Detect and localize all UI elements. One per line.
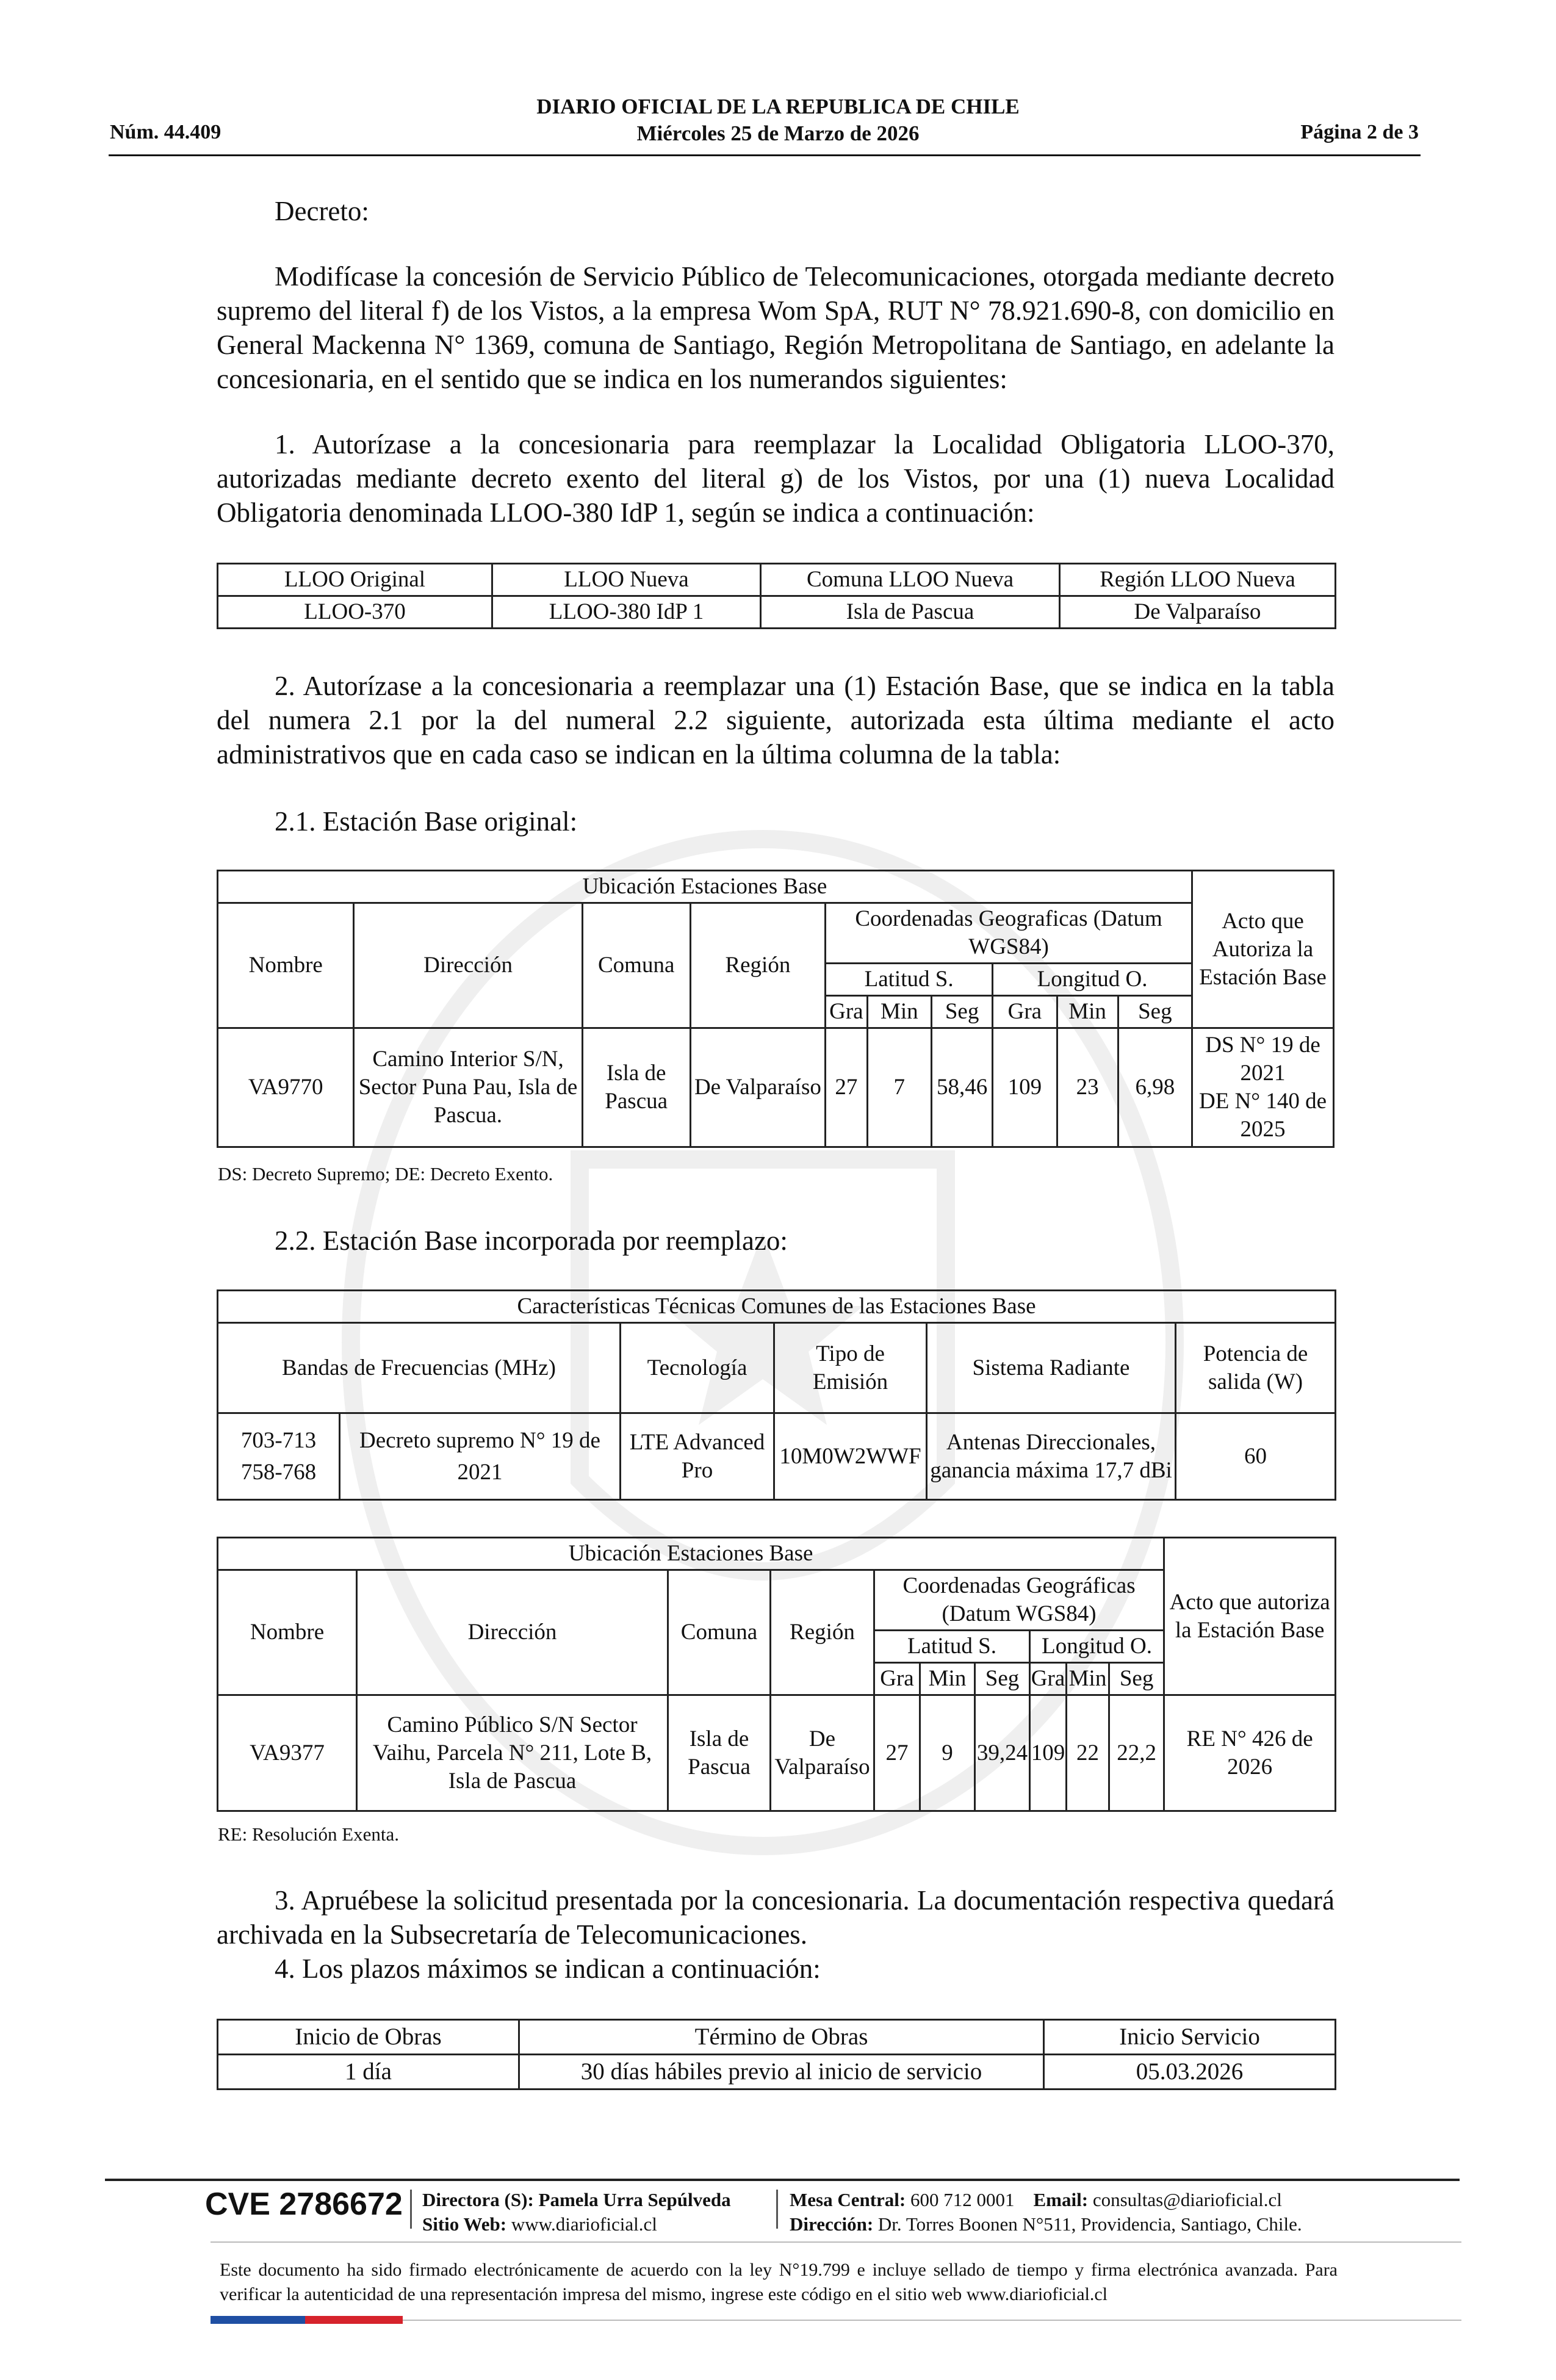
- bandas-cell: [218, 1413, 340, 1500]
- item-3-paragraph: 3. Apruébese la solicitud presentada por la concesionaria. La documentación respectiva quedará archivada en la Subsecretaría de Telecomunicaciones.: [217, 1885, 1334, 1950]
- table-cell: De Valparaíso: [1060, 596, 1336, 629]
- footer-thin-divider: [211, 2241, 1461, 2243]
- band-line: 703-713: [240, 1427, 317, 1453]
- band-line: 758-768: [240, 1459, 317, 1485]
- table-row: [218, 596, 1336, 629]
- table-row: [218, 1323, 1336, 1413]
- footer-contact-right: [790, 2188, 1302, 2237]
- footer-disclaimer: Este documento ha sido firmado electrónicamente de acuerdo con la ley N°19.799 e incluye sellado de tiempo y firma electrónica avanzada. Para verificar la autenticidad de una representación impresa del mismo, ingrese este código en el sitio web www.diarioficial.cl: [220, 2260, 1338, 2304]
- tecnologia-header: Tecnología: [621, 1323, 774, 1413]
- direccion-header: Dirección: [354, 903, 582, 1028]
- longitude-header: Longitud O.: [993, 964, 1192, 996]
- table-row: [218, 2055, 1336, 2090]
- lat-min: 9: [920, 1695, 975, 1811]
- lon-min: 22: [1067, 1695, 1109, 1811]
- table-header: Región LLOO Nueva: [1060, 564, 1336, 596]
- table-row: [218, 1028, 1334, 1147]
- table-row: [218, 1413, 1336, 1500]
- lat-min: 7: [867, 1028, 931, 1147]
- comuna-header: Comuna: [582, 903, 690, 1028]
- acto-line: DS N° 19 de 2021: [1205, 1033, 1320, 1086]
- table-row: [218, 1291, 1336, 1323]
- mesa-phone: 600 712 0001: [910, 2189, 1015, 2210]
- technical-characteristics-table: [217, 1289, 1336, 1501]
- item-2-paragraph: 2. Autorízase a la concesionaria a reemplazar una (1) Estación Base, que se indica en la tabla del numera 2.1 por la del numeral 2.2 siguiente, autorizada esta última mediante el acto administrativos que en cada caso se indican en la última columna de la tabla:: [217, 671, 1334, 770]
- table-row: [218, 1695, 1336, 1811]
- table-note: DS: Decreto Supremo; DE: Decreto Exento.: [218, 1163, 553, 1185]
- table-row: [218, 2020, 1336, 2055]
- decree-label: Decreto:: [275, 196, 369, 226]
- station-name: VA9377: [218, 1695, 357, 1811]
- comuna-header: Comuna: [668, 1570, 771, 1695]
- publication-title: DIARIO OFICIAL DE LA REPUBLICA DE CHILE: [536, 95, 1020, 118]
- nombre-header: Nombre: [218, 1570, 357, 1695]
- tecnologia-cell: LTE Advanced Pro: [621, 1413, 774, 1500]
- longitude-header: Longitud O.: [1030, 1631, 1164, 1663]
- station-name: VA9770: [218, 1028, 354, 1147]
- coords-header: Coordenadas Geográficas (Datum WGS84): [874, 1570, 1164, 1631]
- header-divider: [109, 154, 1421, 156]
- lon-min: 23: [1057, 1028, 1118, 1147]
- sistema-cell: Antenas Direccionales, ganancia máxima 17,7 dBi: [927, 1413, 1176, 1500]
- decreto-cell: Decreto supremo N° 19 de 2021: [340, 1413, 621, 1500]
- latitude-header: Latitud S.: [874, 1631, 1030, 1663]
- sub-header: Gra: [1030, 1663, 1067, 1695]
- lon-seg: 6,98: [1118, 1028, 1192, 1147]
- station-address: Camino Público S/N Sector Vaihu, Parcela N° 211, Lote B, Isla de Pascua: [357, 1695, 668, 1811]
- direccion-header: Dirección: [357, 1570, 668, 1695]
- table-cell: 30 días hábiles previo al inicio de servicio: [519, 2055, 1044, 2090]
- sub-header: Min: [1057, 996, 1118, 1028]
- sub-header: Gra: [826, 996, 868, 1028]
- lat-seg: 58,46: [932, 1028, 993, 1147]
- footer-separator: [410, 2190, 412, 2229]
- direccion-value: Dr. Torres Boonen N°511, Providencia, Santiago, Chile.: [877, 2213, 1302, 2235]
- tipo-header: Tipo de Emisión: [774, 1323, 927, 1413]
- footer-contact-left: [422, 2188, 731, 2237]
- table-cell: LLOO-370: [218, 596, 492, 629]
- plazos-table: [217, 2019, 1336, 2090]
- lon-gra: 109: [993, 1028, 1057, 1147]
- heading-2-1: 2.1. Estación Base original:: [275, 806, 578, 837]
- sub-header: Seg: [1118, 996, 1192, 1028]
- email-label: Email:: [1033, 2189, 1089, 2210]
- table-title: Características Técnicas Comunes de las Estaciones Base: [218, 1291, 1336, 1323]
- table-header: LLOO Nueva: [492, 564, 761, 596]
- issue-number: Núm. 44.409: [110, 121, 222, 143]
- sub-header: Seg: [1109, 1663, 1164, 1695]
- lat-gra: 27: [874, 1695, 920, 1811]
- mesa-line: [790, 2188, 1302, 2212]
- lon-gra: 109: [1030, 1695, 1067, 1811]
- station-acto: RE N° 426 de 2026: [1164, 1695, 1336, 1811]
- nombre-header: Nombre: [218, 903, 354, 1028]
- sub-header: Gra: [874, 1663, 920, 1695]
- acto-line: DE N° 140 de 2025: [1199, 1089, 1327, 1142]
- table-cell: LLOO-380 IdP 1: [492, 596, 761, 629]
- heading-2-2: 2.2. Estación Base incorporada por reemplazo:: [275, 1225, 788, 1256]
- table-header: Inicio de Obras: [218, 2020, 519, 2055]
- lloo-table: [217, 563, 1336, 629]
- footer-separator: [776, 2190, 778, 2229]
- new-station-table: [217, 1537, 1336, 1812]
- flag-stripe-red: [305, 2316, 403, 2324]
- latitude-header: Latitud S.: [826, 964, 993, 996]
- table-note: RE: Resolución Exenta.: [218, 1823, 400, 1845]
- directora-label: Directora (S):: [422, 2189, 534, 2210]
- acto-header: Acto que Autoriza la Estación Base: [1192, 871, 1334, 1028]
- email-link[interactable]: consultas@diarioficial.cl: [1092, 2189, 1282, 2210]
- directora-name: Pamela Urra Sepúlveda: [538, 2189, 731, 2210]
- sub-header: Seg: [932, 996, 993, 1028]
- sub-header: Min: [867, 996, 931, 1028]
- intro-paragraph: Modifícase la concesión de Servicio Público de Telecomunicaciones, otorgada mediante decreto supremo del literal f) de los Vistos, a la empresa Wom SpA, RUT N° 78.921.690-8, con domicilio en General Mackenna N° 1369, comuna de Santiago, Región Metropolitana de Santiago, en adelante la concesionaria, en el sentido que se indica en los numerandos siguientes:: [217, 261, 1334, 394]
- direccion-label: Dirección:: [790, 2213, 874, 2235]
- sub-header: Gra: [993, 996, 1057, 1028]
- mesa-label: Mesa Central:: [790, 2189, 906, 2210]
- potencia-header: Potencia de salida (W): [1176, 1323, 1336, 1413]
- table-row: [218, 871, 1334, 903]
- sub-header: Min: [920, 1663, 975, 1695]
- bandas-header: Bandas de Frecuencias (MHz): [218, 1323, 621, 1413]
- table-header: Comuna LLOO Nueva: [761, 564, 1060, 596]
- station-acto: [1192, 1028, 1334, 1147]
- table-cell: 1 día: [218, 2055, 519, 2090]
- station-comuna: Isla de Pascua: [668, 1695, 771, 1811]
- item-4-paragraph: 4. Los plazos máximos se indican a continuación:: [275, 1953, 821, 1984]
- sistema-header: Sistema Radiante: [927, 1323, 1176, 1413]
- footer-divider: [105, 2179, 1460, 2181]
- table-cell: Isla de Pascua: [761, 596, 1060, 629]
- lat-seg: 39,24: [975, 1695, 1030, 1811]
- table-row: [218, 564, 1336, 596]
- sitio-link[interactable]: www.diarioficial.cl: [511, 2213, 657, 2235]
- table-header: Inicio Servicio: [1044, 2020, 1336, 2055]
- group-header: Ubicación Estaciones Base: [218, 871, 1192, 903]
- table-cell: 05.03.2026: [1044, 2055, 1336, 2090]
- original-station-table: [217, 870, 1334, 1148]
- flag-stripe-blue: [211, 2316, 305, 2324]
- station-address: Camino Interior S/N, Sector Puna Pau, Isla de Pascua.: [354, 1028, 582, 1147]
- sub-header: Seg: [975, 1663, 1030, 1695]
- sitio-line: [422, 2212, 731, 2237]
- table-header: LLOO Original: [218, 564, 492, 596]
- cve-code: CVE 2786672: [205, 2187, 403, 2222]
- tipo-cell: 10M0W2WWF: [774, 1413, 927, 1500]
- item-1-paragraph: 1. Autorízase a la concesionaria para reemplazar la Localidad Obligatoria LLOO-370, autorizadas mediante decreto exento del literal g) de los Vistos, por una (1) nueva Localidad Obligatoria denominada LLOO-380 IdP 1, según se indica a continuación:: [217, 429, 1334, 528]
- region-header: Región: [690, 903, 825, 1028]
- table-header: Término de Obras: [519, 2020, 1044, 2055]
- sub-header: Min: [1067, 1663, 1109, 1695]
- region-header: Región: [771, 1570, 874, 1695]
- page-number: Página 2 de 3: [1300, 121, 1419, 143]
- sitio-label: Sitio Web:: [422, 2213, 507, 2235]
- table-row: [218, 1538, 1336, 1570]
- table-row: [218, 903, 1334, 964]
- station-comuna: Isla de Pascua: [582, 1028, 690, 1147]
- publication-date: Miércoles 25 de Marzo de 2026: [636, 121, 920, 145]
- directora-line: [422, 2188, 731, 2212]
- group-header: Ubicación Estaciones Base: [218, 1538, 1164, 1570]
- direccion-line: [790, 2212, 1302, 2237]
- station-region: De Valparaíso: [771, 1695, 874, 1811]
- lon-seg: 22,2: [1109, 1695, 1164, 1811]
- potencia-cell: 60: [1176, 1413, 1336, 1500]
- lat-gra: 27: [826, 1028, 868, 1147]
- acto-header: Acto que autoriza la Estación Base: [1164, 1538, 1336, 1695]
- station-region: De Valparaíso: [690, 1028, 825, 1147]
- coords-header: Coordenadas Geograficas (Datum WGS84): [826, 903, 1192, 964]
